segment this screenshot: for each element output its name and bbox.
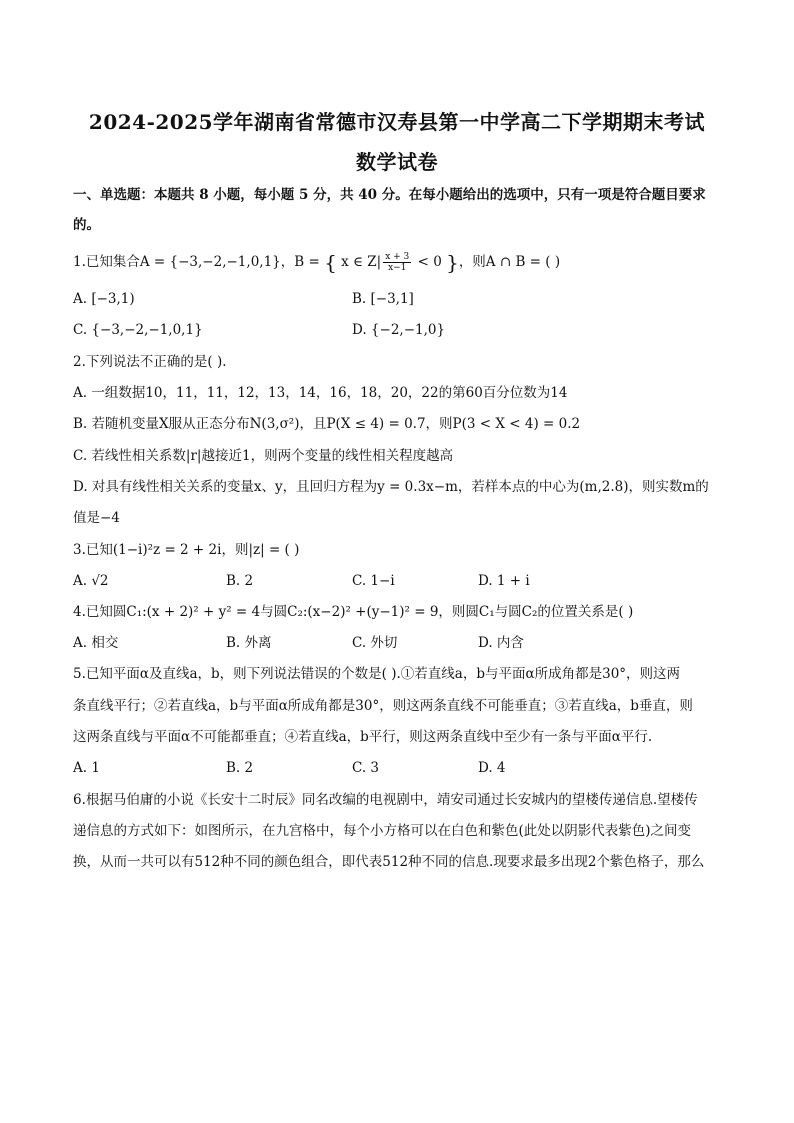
question-3-stem: 3.已知(1−i)²z = 2 + 2i，则|z| = ( ) [73,542,300,558]
exam-subtitle: 数学试卷 [356,150,438,174]
q1-left-brace: { [324,250,337,275]
q1-fraction [383,252,411,273]
q3-option-d: D. 1 + i [478,573,530,589]
question-5-line1: 5.已知平面α及直线a，b，则下列说法错误的个数是( ).①若直线a，b与平面α所成角都是30°，则这两 [73,666,681,682]
q1-stem-b: ，则A ∩ B = ( ) [458,254,561,270]
q1-option-d: D. {−2,−1,0} [352,322,446,338]
section-instructions-line2: 的。 [73,217,100,233]
q4-option-d: D. 内含 [478,635,524,651]
q5-option-c: C. 3 [352,760,380,776]
question-6-line3: 换，从而一共可以有512种不同的颜色组合，即代表512种不同的信息.现要求最多出现2个紫色格子，那么 [73,854,705,870]
question-4-stem: 4.已知圆C₁:(x + 2)² + y² = 4与圆C₂:(x−2)² +(y−1)² = 9，则圆C₁与圆C₂的位置关系是( ) [73,604,634,620]
q2-option-a: A. 一组数据10，11，11，12，13，14，16，18，20，22的第60百分位数为14 [73,385,568,401]
q2-option-d-line2: 值是−4 [73,510,120,526]
question-1-stem [73,252,560,273]
q5-option-d: D. 4 [478,760,506,776]
question-2-stem: 2.下列说法不正确的是( ). [73,354,227,370]
q2-option-c: C. 若线性相关系数|r|越接近1，则两个变量的线性相关程度越高 [73,448,454,464]
q1-option-a: A. [−3,1) [73,291,135,307]
section-instructions-line1: 一、单选题：本题共 8 小题，每小题 5 分，共 40 分。在每小题给出的选项中，只有一项是符合题目要求 [73,187,706,203]
q5-option-a: A. 1 [73,760,100,776]
q1-fraction-denominator: x−1 [388,263,407,273]
q1-option-c: C. {−3,−2,−1,0,1} [73,322,203,338]
question-6-line2: 递信息的方式如下：如图所示，在九宫格中，每个小方格可以在白色和紫色(此处以阴影代表紫色)之间变 [73,823,692,839]
q3-option-c: C. 1−i [352,573,395,589]
question-5-line2: 条直线平行；②若直线a，b与平面α所成角都是30°，则这两条直线不可能垂直；③若直线a，b垂直，则 [73,698,693,714]
question-6-line1: 6.根据马伯庸的小说《长安十二时辰》同名改编的电视剧中，靖安司通过长安城内的望楼传递信息.望楼传 [73,792,698,808]
q1-right-brace: } [446,250,459,275]
q5-option-b: B. 2 [226,760,254,776]
q4-option-c: C. 外切 [352,635,398,651]
question-5-line3: 这两条直线与平面α不可能都垂直；④若直线a，b平行，则这两条直线中至少有一条与平面α平行. [73,729,653,745]
q1-fraction-numerator: x + 3 [385,252,410,262]
q1-set-inner-a: x ∈ Z| [341,254,382,270]
q2-option-d-line1: D. 对具有线性相关关系的变量x、y，且回归方程为y = 0.3x−m，若样本点的中心为(m,2.8)，则实数m的 [73,479,709,495]
q2-option-b: B. 若随机变量X服从正态分布N(3,σ²)，且P(X ≤ 4) = 0.7，则P(3 < X < 4) = 0.2 [73,416,581,432]
q3-option-a: A. √2 [73,573,109,589]
q1-stem-a: 1.已知集合A = {−3,−2,−1,0,1}，B = [73,254,325,270]
q4-option-a: A. 相交 [73,635,119,651]
q3-option-b: B. 2 [226,573,254,589]
q1-option-b: B. [−3,1] [352,291,414,307]
q1-set-inner-b: < 0 [413,254,442,270]
exam-title: 2024-2025学年湖南省常德市汉寿县第一中学高二下学期期末考试 [88,110,706,134]
q4-option-b: B. 外离 [226,635,272,651]
